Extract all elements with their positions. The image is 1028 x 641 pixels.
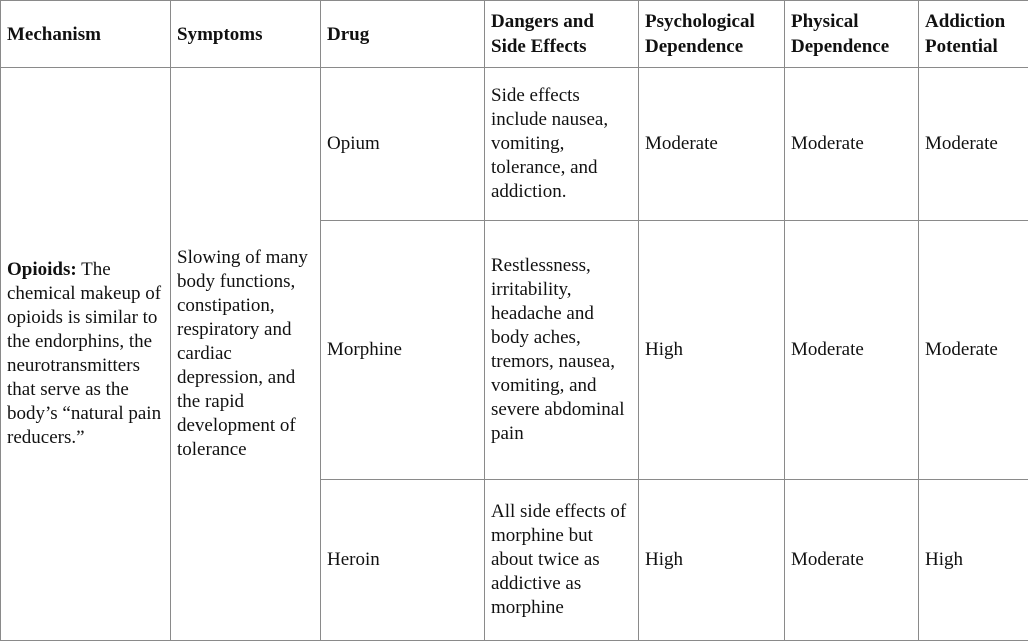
header-symptoms: Symptoms — [171, 1, 321, 68]
drug-psychological-dependence: High — [639, 480, 785, 641]
drug-name: Opium — [321, 68, 485, 221]
drug-dangers: Side effects include nausea, vomiting, tolerance, and addiction. — [485, 68, 639, 221]
header-dangers: Dangers and Side Effects — [485, 1, 639, 68]
mechanism-text: The chemical makeup of opioids is similar to the endorphins, the neurotransmitters that serve as the body’s “natural pain reducers.” — [7, 259, 161, 448]
drug-addiction-potential: Moderate — [919, 68, 1028, 221]
table-row-opium — [1, 68, 1028, 221]
drug-physical-dependence: Moderate — [785, 221, 919, 480]
header-psychological-dependence: Psychological Dependence — [639, 1, 785, 68]
header-row — [1, 1, 1028, 68]
mechanism-cell — [1, 68, 171, 641]
drug-dangers: All side effects of morphine but about twice as addictive as morphine — [485, 480, 639, 641]
drug-name: Morphine — [321, 221, 485, 480]
drug-addiction-potential: Moderate — [919, 221, 1028, 480]
header-mechanism: Mechanism — [1, 1, 171, 68]
header-addiction-potential: Addiction Potential — [919, 1, 1028, 68]
header-drug: Drug — [321, 1, 485, 68]
drug-psychological-dependence: High — [639, 221, 785, 480]
drug-physical-dependence: Moderate — [785, 480, 919, 641]
symptoms-cell: Slowing of many body functions, constipation, respiratory and cardiac depression, and the rapid development of tolerance — [171, 68, 321, 641]
drug-addiction-potential: High — [919, 480, 1028, 641]
header-physical-dependence: Physical Dependence — [785, 1, 919, 68]
drug-psychological-dependence: Moderate — [639, 68, 785, 221]
drug-name: Heroin — [321, 480, 485, 641]
drug-dangers: Restlessness, irritability, headache and body aches, tremors, nausea, vomiting, and severe abdominal pain — [485, 221, 639, 480]
mechanism-term: Opioids: — [7, 259, 77, 280]
drug-physical-dependence: Moderate — [785, 68, 919, 221]
